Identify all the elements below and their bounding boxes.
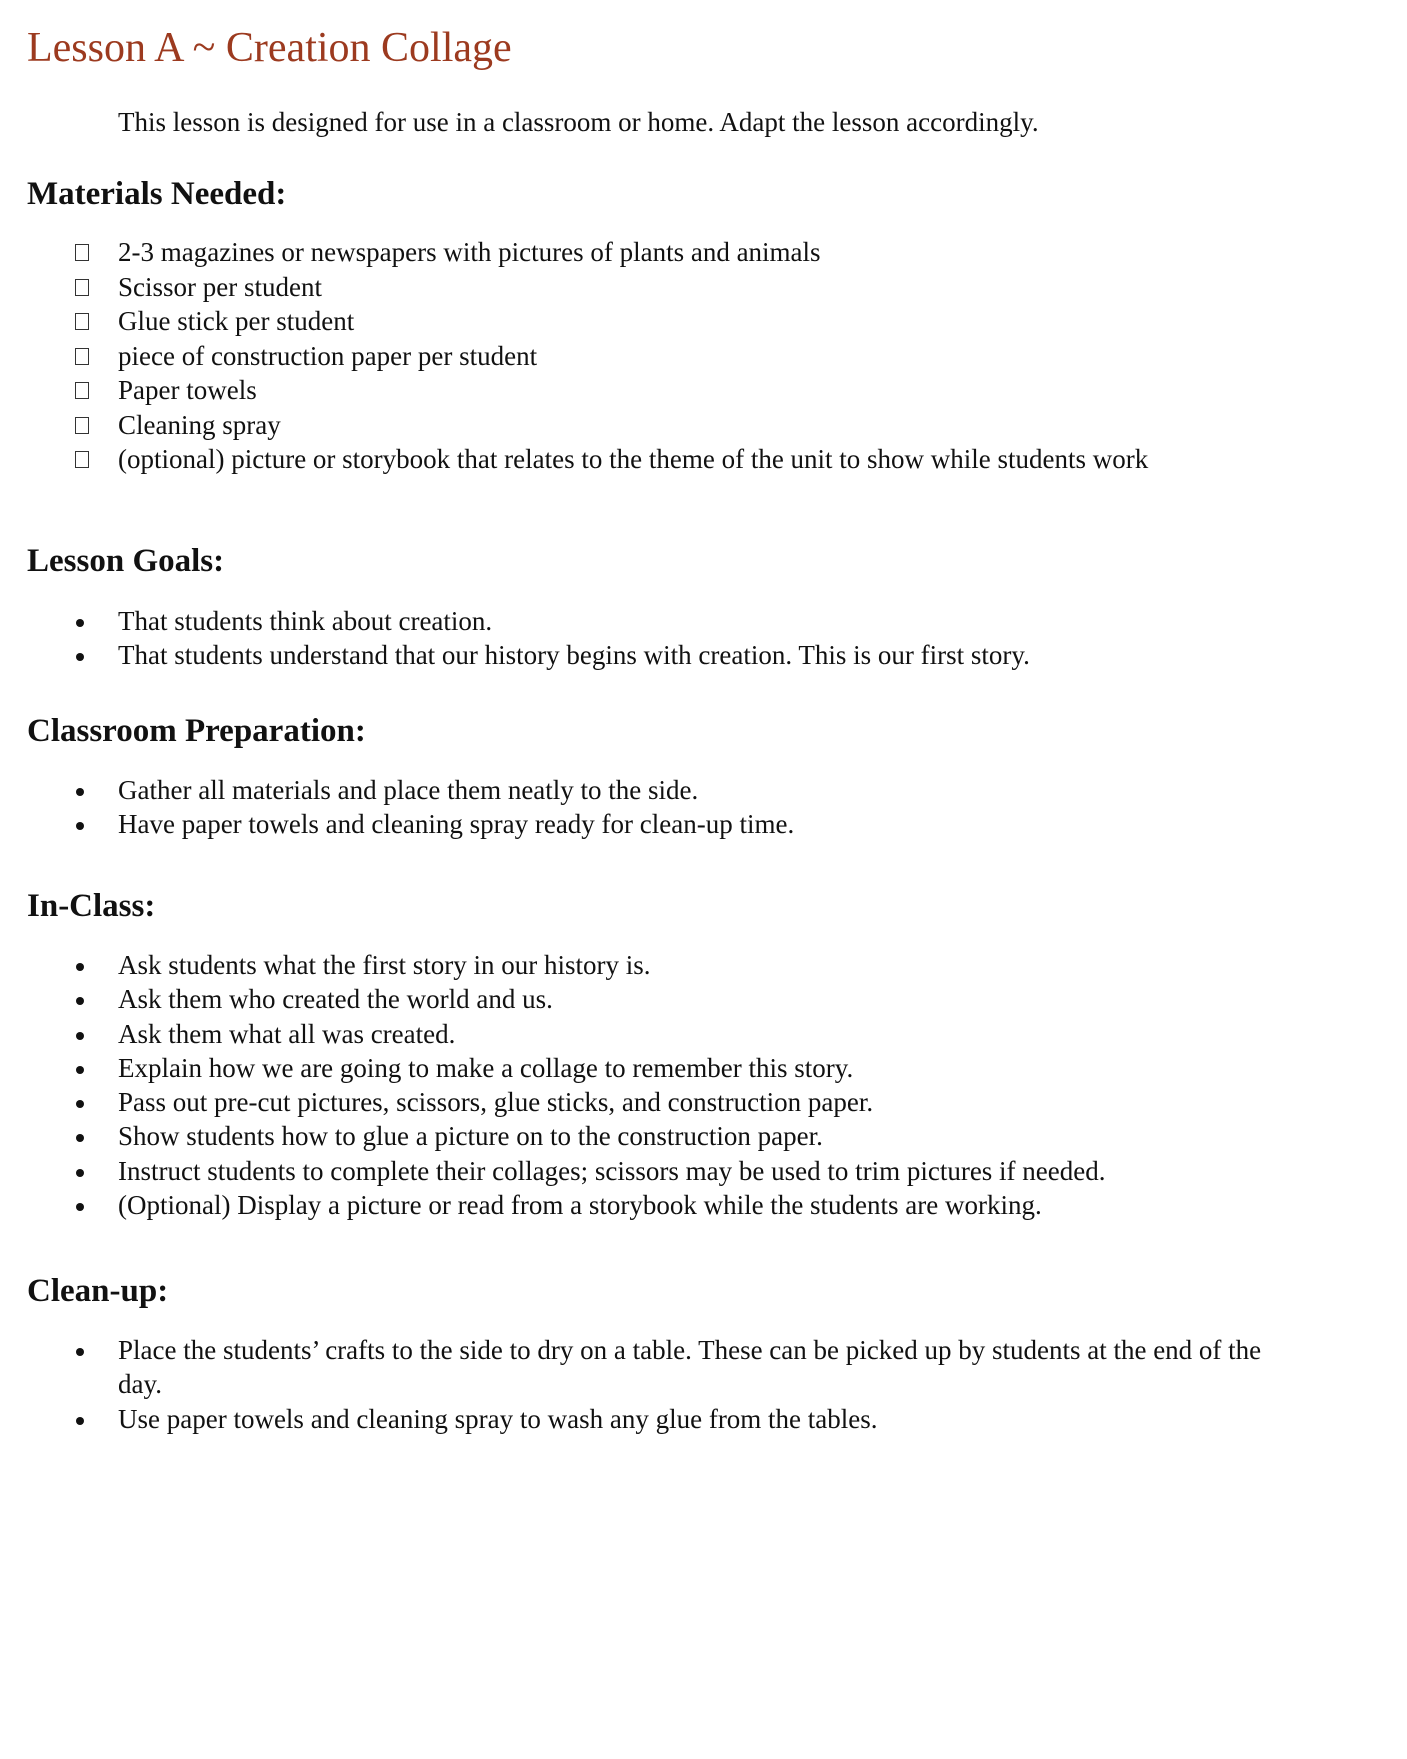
goals-list xyxy=(0,604,1288,673)
preparation-list-item: Have paper towels and cleaning spray ready for clean-up time. xyxy=(0,807,1288,841)
in-class-list-item: Explain how we are going to make a collage to remember this story. xyxy=(0,1051,1288,1085)
materials-list-item: (optional) picture or storybook that relates to the theme of the unit to show while students work xyxy=(0,442,1288,477)
preparation-list-item: Gather all materials and place them neatly to the side. xyxy=(0,773,1288,807)
bullet-icon xyxy=(76,1100,84,1108)
cleanup-list-item: Use paper towels and cleaning spray to wash any glue from the tables. xyxy=(0,1402,1288,1436)
materials-list-item: Scissor per student xyxy=(0,270,1288,305)
page-title: Lesson A ~ Creation Collage xyxy=(27,25,512,71)
bullet-icon xyxy=(76,1134,84,1142)
preparation-list xyxy=(0,773,1288,842)
bullet-icon xyxy=(76,1032,84,1040)
checkbox-icon xyxy=(75,348,89,365)
checkbox-icon xyxy=(75,313,89,330)
in-class-list-item: Show students how to glue a picture on to the construction paper. xyxy=(0,1119,1288,1153)
materials-list-item: piece of construction paper per student xyxy=(0,339,1288,374)
in-class-list-item: (Optional) Display a picture or read from a storybook while the students are working. xyxy=(0,1188,1288,1222)
goals-list-item: That students understand that our history begins with creation. This is our first story. xyxy=(0,638,1288,672)
materials-list-item: 2-3 magazines or newspapers with pictures of plants and animals xyxy=(0,235,1288,270)
checkbox-icon xyxy=(75,244,89,261)
cleanup-list xyxy=(0,1333,1288,1436)
materials-heading: Materials Needed: xyxy=(27,176,287,212)
in-class-heading: In-Class: xyxy=(27,888,156,924)
bullet-icon xyxy=(76,653,84,661)
intro-paragraph: This lesson is designed for use in a classroom or home. Adapt the lesson accordingly. xyxy=(118,107,1039,137)
cleanup-heading: Clean-up: xyxy=(27,1273,169,1309)
materials-list-item: Cleaning spray xyxy=(0,408,1288,443)
bullet-icon xyxy=(76,1203,84,1211)
goals-heading: Lesson Goals: xyxy=(27,543,225,579)
in-class-list-item: Ask students what the first story in our history is. xyxy=(0,948,1288,982)
checkbox-icon xyxy=(75,451,89,468)
materials-list xyxy=(0,235,1288,477)
checkbox-icon xyxy=(75,382,89,399)
in-class-list-item: Pass out pre-cut pictures, scissors, glue sticks, and construction paper. xyxy=(0,1085,1288,1119)
in-class-list-item: Ask them who created the world and us. xyxy=(0,982,1288,1016)
in-class-list xyxy=(0,948,1288,1222)
materials-list-item: Paper towels xyxy=(0,373,1288,408)
bullet-icon xyxy=(76,997,84,1005)
bullet-icon xyxy=(76,1348,84,1356)
in-class-list-item: Ask them what all was created. xyxy=(0,1017,1288,1051)
bullet-icon xyxy=(76,1417,84,1425)
bullet-icon xyxy=(76,1066,84,1074)
bullet-icon xyxy=(76,788,84,796)
bullet-icon xyxy=(76,619,84,627)
cleanup-list-item: Place the students’ crafts to the side to dry on a table. These can be picked up by students at the end of the day. xyxy=(0,1333,1288,1402)
checkbox-icon xyxy=(75,417,89,434)
bullet-icon xyxy=(76,963,84,971)
bullet-icon xyxy=(76,1169,84,1177)
checkbox-icon xyxy=(75,279,89,296)
preparation-heading: Classroom Preparation: xyxy=(27,713,366,749)
in-class-list-item: Instruct students to complete their collages; scissors may be used to trim pictures if needed. xyxy=(0,1154,1288,1188)
bullet-icon xyxy=(76,822,84,830)
materials-list-item: Glue stick per student xyxy=(0,304,1288,339)
goals-list-item: That students think about creation. xyxy=(0,604,1288,638)
